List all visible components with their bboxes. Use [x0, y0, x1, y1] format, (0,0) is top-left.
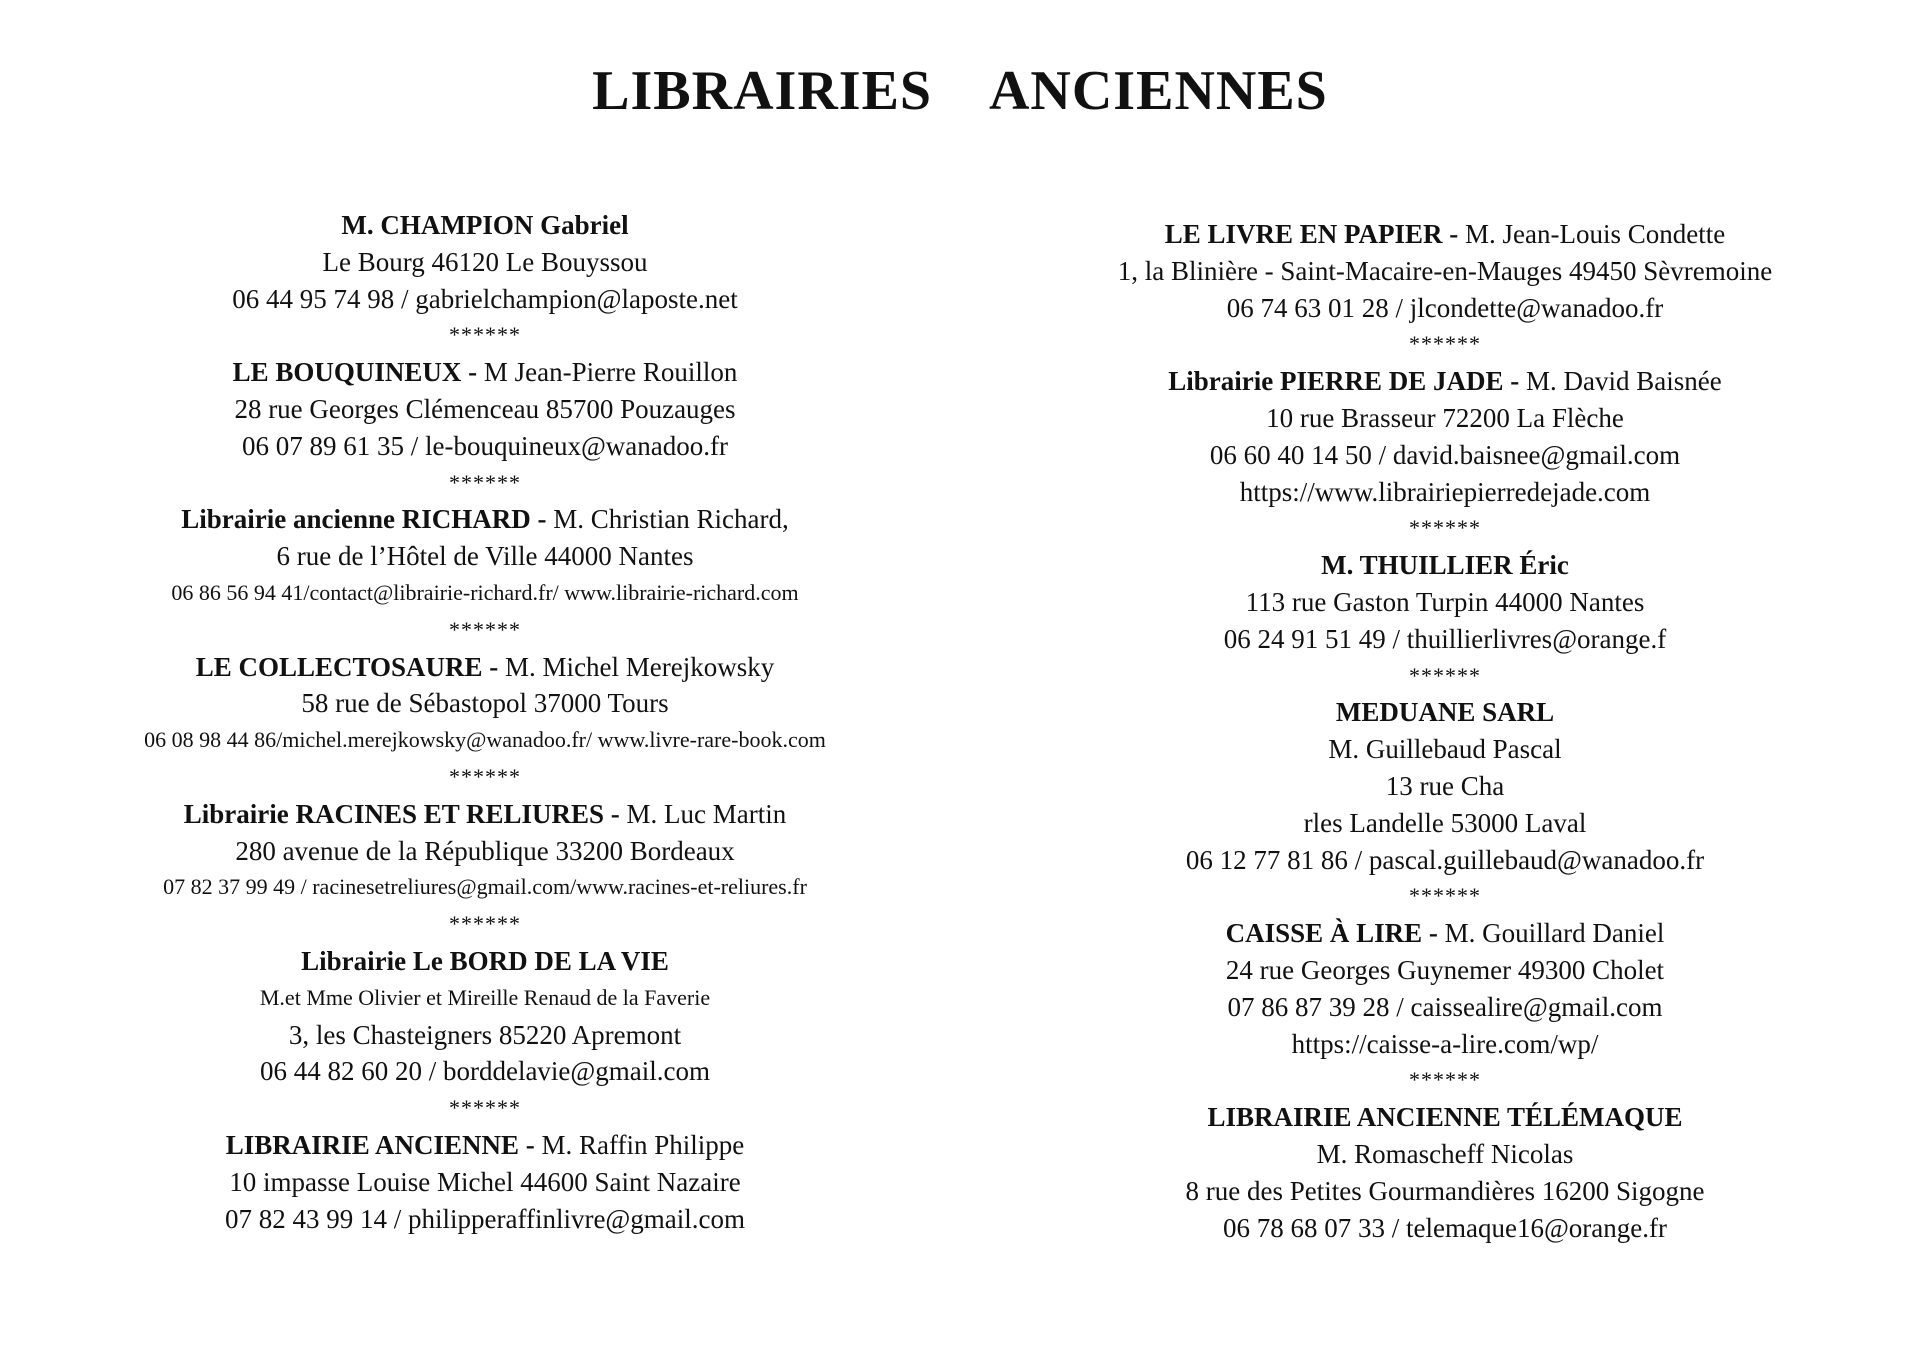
- entry-heading-line: [1010, 363, 1880, 400]
- entry-detail-line: https://caisse-a-lire.com/wp/: [1291, 1028, 1599, 1059]
- librairie-name: Librairie PIERRE DE JADE -: [1168, 366, 1527, 397]
- librairie-name: M. THUILLIER Éric: [1321, 550, 1569, 581]
- left-entry: [60, 354, 910, 464]
- owner-name: M. Raffin Philippe: [541, 1129, 745, 1160]
- entry-detail-line: 10 rue Brasseur 72200 La Flèche: [1266, 402, 1624, 433]
- librairie-name: LIBRAIRIE ANCIENNE TÉLÉMAQUE: [1207, 1102, 1683, 1133]
- entry-heading-line: [1010, 1099, 1880, 1136]
- librairie-name: LE LIVRE EN PAPIER -: [1164, 219, 1466, 249]
- entry-detail-line: M. Romascheff Nicolas: [1316, 1138, 1574, 1169]
- entry-detail-line: 113 rue Gaston Turpin 44000 Nantes: [1245, 586, 1645, 617]
- entry-detail-line: Le Bourg 46120 Le Bouyssou: [322, 246, 648, 277]
- separator: ******: [449, 322, 521, 348]
- left-entry: [60, 796, 910, 906]
- right-entry: [1010, 1099, 1880, 1246]
- librairie-name: MEDUANE SARL: [1335, 697, 1555, 728]
- entry-detail-line: 06 74 63 01 28 / jlcondette@wanadoo.fr: [1226, 292, 1664, 323]
- entry-detail-line: 06 07 89 61 35 / le-bouquineux@wanadoo.fr: [241, 430, 729, 461]
- librairie-name: CAISSE À LIRE -: [1225, 918, 1445, 949]
- entry-detail-line: rles Landelle 53000 Laval: [1303, 807, 1587, 838]
- right-entry: [1010, 915, 1880, 1062]
- entry-detail-line: 3, les Chasteigners 85220 Apremont: [288, 1019, 682, 1050]
- left-entry: [60, 649, 910, 759]
- entry-detail-line: 06 78 68 07 33 / telemaque16@orange.fr: [1223, 1212, 1667, 1243]
- entry-heading-line: [60, 501, 910, 538]
- entry-detail-line: 06 08 98 44 86/michel.merejkowsky@wanadoo.fr/ www.livre-rare-book.com: [144, 727, 826, 753]
- separator: ******: [449, 911, 521, 937]
- owner-name: M. David Baisnée: [1526, 366, 1722, 397]
- separator: ******: [449, 1095, 521, 1121]
- entry-detail-line: 28 rue Georges Clémenceau 85700 Pouzauges: [234, 393, 736, 424]
- entry-detail-line: 06 60 40 14 50 / david.baisnee@gmail.com: [1209, 439, 1681, 470]
- right-entry: [1010, 547, 1880, 657]
- entry-detail-line: M. Guillebaud Pascal: [1328, 734, 1562, 765]
- entry-detail-line: 06 86 56 94 41/contact@librairie-richard.fr/ www.librairie-richard.com: [171, 579, 799, 605]
- entry-detail-line: 8 rue des Petites Gourmandières 16200 Sigogne: [1185, 1175, 1705, 1206]
- left-entry: [60, 943, 910, 1090]
- entry-heading-line: [1010, 216, 1880, 253]
- entry-detail-line: 6 rue de l’Hôtel de Ville 44000 Nantes: [276, 541, 694, 572]
- entry-heading-line: [60, 943, 910, 980]
- separator: ******: [1409, 331, 1481, 357]
- librairie-name: LE BOUQUINEUX -: [232, 357, 484, 388]
- librairie-name: M. CHAMPION Gabriel: [341, 210, 629, 240]
- entry-detail-line: 07 82 43 99 14 / philipperaffinlivre@gmail.com: [224, 1203, 746, 1234]
- entry-detail-line: 13 rue Cha: [1385, 770, 1505, 801]
- entry-detail-line: 07 86 87 39 28 / caissealire@gmail.com: [1227, 991, 1663, 1022]
- librairie-name: Librairie ancienne RICHARD -: [181, 504, 554, 535]
- separator: ******: [449, 616, 521, 642]
- entry-heading-line: [1010, 547, 1880, 584]
- entry-heading-line: [60, 649, 910, 686]
- entry-detail-line: 24 rue Georges Guynemer 49300 Cholet: [1225, 954, 1665, 985]
- entry-detail-line: 06 44 95 74 98 / gabrielchampion@laposte.net: [232, 283, 738, 314]
- entry-heading-line: [60, 354, 910, 391]
- left-entry: [60, 501, 910, 611]
- entry-heading-line: [1010, 915, 1880, 952]
- right-entry: [1010, 363, 1880, 510]
- separator: ******: [1409, 515, 1481, 541]
- separator: ******: [449, 763, 521, 789]
- right-column: [1010, 216, 1880, 1246]
- entry-detail-line: M.et Mme Olivier et Mireille Renaud de la Faverie: [259, 984, 711, 1010]
- left-entry: [60, 1127, 910, 1237]
- left-entry: [60, 207, 910, 317]
- librairie-name: Librairie Le BORD DE LA VIE: [301, 945, 669, 976]
- separator: ******: [1409, 662, 1481, 688]
- separator: ******: [1409, 883, 1481, 909]
- entry-detail-line: 58 rue de Sébastopol 37000 Tours: [301, 688, 669, 719]
- entry-heading-line: [1010, 694, 1880, 731]
- entry-detail-line: https://www.librairiepierredejade.com: [1239, 476, 1651, 507]
- entry-detail-line: 280 avenue de la République 33200 Bordeaux: [235, 835, 735, 866]
- separator: ******: [1409, 1067, 1481, 1093]
- entry-detail-line: 06 44 82 60 20 / borddelavie@gmail.com: [259, 1056, 711, 1087]
- librairie-name: LIBRAIRIE ANCIENNE -: [225, 1129, 542, 1160]
- separator: ******: [449, 469, 521, 495]
- right-entry: [1010, 694, 1880, 878]
- owner-name: M Jean-Pierre Rouillon: [483, 357, 738, 388]
- owner-name: M. Christian Richard,: [553, 504, 789, 535]
- entry-heading-line: [60, 1127, 910, 1164]
- entry-detail-line: 06 24 91 51 49 / thuillierlivres@orange.f: [1223, 623, 1667, 654]
- owner-name: M. Gouillard Daniel: [1444, 918, 1665, 949]
- right-entry: [1010, 216, 1880, 326]
- entry-detail-line: 1, la Blinière - Saint-Macaire-en-Mauges 49450 Sèvremoine: [1117, 255, 1773, 286]
- entry-detail-line: 06 12 77 81 86 / pascal.guillebaud@wanadoo.fr: [1185, 844, 1705, 875]
- librairie-name: LE COLLECTOSAURE -: [195, 651, 506, 682]
- entry-heading-line: [60, 796, 910, 833]
- left-column: [60, 207, 910, 1237]
- owner-name: M. Michel Merejkowsky: [505, 651, 775, 682]
- entry-detail-line: 07 82 37 99 49 / racinesetreliures@gmail.com/www.racines-et-reliures.fr: [163, 874, 807, 900]
- owner-name: M. Luc Martin: [626, 798, 787, 829]
- librairie-name: Librairie RACINES ET RELIURES -: [183, 798, 627, 829]
- entry-heading-line: [60, 207, 910, 244]
- page-title: LIBRAIRIES ANCIENNES: [592, 60, 1328, 122]
- owner-name: M. Jean-Louis Condette: [1465, 219, 1726, 249]
- entry-detail-line: 10 impasse Louise Michel 44600 Saint Nazaire: [229, 1166, 741, 1197]
